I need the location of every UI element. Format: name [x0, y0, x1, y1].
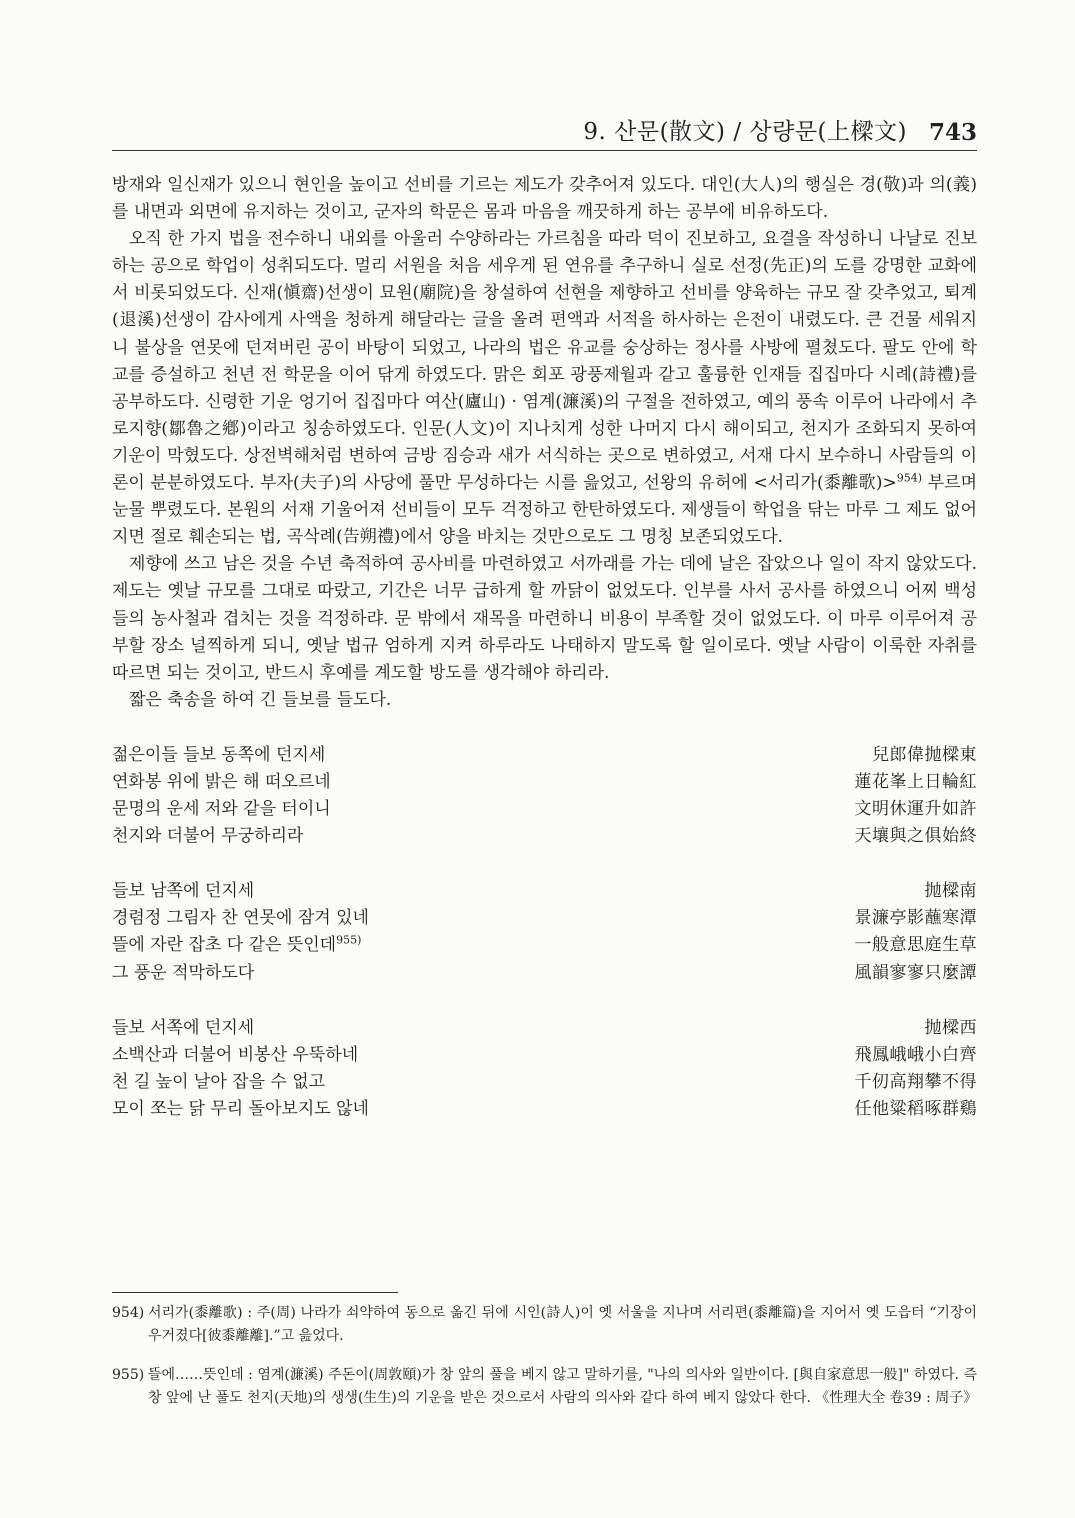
verse-hanja: 飛鳳峨峨小白齊	[854, 1044, 977, 1065]
verse-hanja: 景濂亭影蘸寒潭	[854, 908, 977, 929]
footnote-955	[112, 1364, 977, 1410]
verse-line	[112, 905, 977, 932]
verse-line	[112, 1015, 977, 1042]
verse-line	[112, 823, 977, 850]
footnote-number: 955)	[112, 1367, 145, 1383]
verse-hanja: 一般意思庭生草	[854, 935, 977, 956]
paragraph-2-text: 오직 한 가지 법을 전수하니 내외를 아울러 수양하라는 가르침을 따라 덕이 진보하고, 요결을 작성하니 나날로 진보하는 공으로 학업이 성취되도다. 멀리 서원을 처음 세우게 된 연유를 추구하니 실로 선정(先正)의 도를 강명한 교화에서 비롯되었도다. 신재(愼齋)선생이 묘원(廟院)을 창설하여 선현을 제향하고 선비를 양육하는 규모 잘 갖추었고, 퇴계(退溪)선생이 감사에게 사액을 청하게 해달라는 글을 올려 편액과 서적을 하사하는 은전이 내렸도다. 큰 건물 세워지니 불상을 연못에 던져버린 공이 바탕이 되었고, 나라의 법은 유교를 숭상하는 정사를 사방에 펼쳤도다. 팔도 안에 학교를 증설하고 천년 전 학문을 이어 닦게 하였도다. 맑은 회포 광풍제월과 같고 훌륭한 인재들 집집마다 시례(詩禮)를 공부하도다. 신령한 기운 엉기어 집집마다 여산(廬山) · 염계(濂溪)의 구절을 전하였고, 예의 풍속 이루어 나라에서 추로지향(鄒魯之鄕)이라고 칭송하였도다. 인문(人文)이 지나치게 성한 나머지 다시 해이되고, 천지가 조화되지 못하여 기운이 막혔도다. 상전벽해처럼 변하여 금방 짐승과 새가 서식하는 곳으로 변하였고, 서재 다시 보수하니 사람들의 이론이 분분하였도다. 부자(夫子)의 사당에 풀만 무성하다는 시를 읊었고, 선왕의 유허에 <서리가(黍離歌)>	[112, 229, 977, 494]
verse-hanja: 文明休運升如許	[854, 799, 977, 820]
footnote-ref-954: 954)	[896, 471, 923, 485]
verse-hanja: 風韻寥寥只麼譚	[854, 962, 977, 983]
verse-korean-with-footnote	[112, 932, 361, 959]
chapter-title: 9. 산문(散文) / 상량문(上樑文)	[583, 119, 907, 145]
footnotes	[112, 1302, 977, 1426]
verse-korean: 경렴정 그림자 찬 연못에 잠겨 있네	[112, 908, 369, 929]
verse-korean: 뜰에 자란 잡초 다 같은 뜻인데	[112, 935, 337, 956]
verse-korean: 모이 쪼는 닭 무리 돌아보지도 않네	[112, 1098, 369, 1119]
footnote-text: 서리가(黍離歌) : 주(周) 나라가 쇠약하여 동으로 옮긴 뒤에 시인(詩人)이 옛 서울을 지나며 서리편(黍離篇)을 지어서 옛 도읍터 “기장이 우거졌다[彼黍離離].”고 읊었다.	[148, 1305, 977, 1344]
verse-line	[112, 878, 977, 905]
verse-hanja: 兒郎偉抛樑東	[872, 744, 977, 765]
paragraph-1: 방재와 일신재가 있으니 현인을 높이고 선비를 기르는 제도가 갖추어져 있도다. 대인(大人)의 행실은 경(敬)과 의(義)를 내면과 외면에 유지하는 것이고, 군자의 학문은 몸과 마음을 깨끗하게 하는 공부에 비유하도다.	[112, 175, 977, 223]
verse-hanja: 抛樑南	[924, 881, 977, 902]
verse-korean: 천지와 더불어 무궁하리라	[112, 826, 304, 847]
paragraph-4: 짧은 축송을 하여 긴 들보를 들도다.	[129, 689, 392, 710]
verse-line	[112, 932, 977, 959]
verse-korean: 들보 남쪽에 던지세	[112, 881, 255, 902]
verse-hanja: 蓮花峯上日輪紅	[854, 771, 977, 792]
paragraph-2	[112, 226, 977, 551]
footnote-text: 뜰에……뜻인데 : 염계(濂溪) 주돈이(周敦頤)가 창 앞의 풀을 베지 않고 말하기를, "나의 의사와 일반이다. [與自家意思一般]" 하였다. 즉 창 앞에 난 풀도 천지(天地)의 생생(生生)의 기운을 받은 것으로서 사람의 의사와 같다 하여 베지 않았다 한다. 《性理大全 卷39 : 周子》	[148, 1367, 978, 1406]
paragraph-3: 제향에 쓰고 남은 것을 수년 축적하여 공사비를 마련하였고 서까래를 가는 데에 날은 잡았으나 일이 작지 않았도다. 제도는 옛날 규모를 그대로 따랐고, 기간은 너무 급하게 할 까닭이 없었도다. 인부를 사서 공사를 하였으니 어찌 백성들의 농사철과 겹치는 것을 걱정하랴. 문 밖에서 재목을 마련하니 비용이 부족할 것이 없었도다. 이 마루 이루어져 공부할 장소 널찍하게 되니, 옛날 법규 엄하게 지켜 하루라도 나태하지 말도록 할 일이로다. 옛날 사람이 이룩한 자취를 따르면 되는 것이고, 반드시 후예를 계도할 방도를 생각해야 하리라.	[112, 554, 977, 683]
verse-line	[112, 1042, 977, 1069]
verse-line	[112, 960, 977, 987]
verse-line	[112, 796, 977, 823]
stanza-south	[112, 878, 977, 986]
verse-hanja: 千仞高翔攀不得	[854, 1071, 977, 1092]
verse-hanja: 天壤與之俱始終	[854, 826, 977, 847]
verse-korean: 그 풍운 적막하도다	[112, 962, 255, 983]
body-text	[112, 172, 977, 1151]
footnote-number: 954)	[112, 1305, 145, 1321]
verse-line	[112, 769, 977, 796]
running-header	[112, 112, 977, 151]
verse-korean: 젊은이들 들보 동쪽에 던지세	[112, 744, 326, 765]
poem	[112, 742, 977, 1123]
footnote-divider	[112, 1292, 398, 1293]
page-number: 743	[928, 119, 977, 146]
footnote-954	[112, 1302, 977, 1348]
verse-korean: 들보 서쪽에 던지세	[112, 1017, 255, 1038]
stanza-east	[112, 742, 977, 850]
verse-korean: 소백산과 더불어 비봉산 우뚝하네	[112, 1044, 359, 1065]
verse-korean: 연화봉 위에 밝은 해 떠오르네	[112, 771, 331, 792]
verse-hanja: 任他粱稻啄群鷄	[854, 1098, 977, 1119]
verse-korean: 천 길 높이 날아 잡을 수 없고	[112, 1071, 326, 1092]
verse-line	[112, 1096, 977, 1123]
footnote-ref-955: 955)	[336, 933, 362, 947]
paragraph-2-cont: 부르며 눈물 뿌렸도다. 본원의 서재 기울어져 선비들이 모두 걱정하고 한탄하였도다. 제생들이 학업을 닦는 마루 그 제도 없어지면 절로 훼손되는 법, 곡삭례(告朔禮)에서 양을 바치는 것만으로도 그 명칭 보존되었도다.	[112, 473, 977, 548]
verse-line	[112, 1069, 977, 1096]
verse-korean: 문명의 운세 저와 같을 터이니	[112, 799, 331, 820]
verse-hanja: 抛樑西	[924, 1017, 977, 1038]
verse-line	[112, 742, 977, 769]
stanza-west	[112, 1015, 977, 1123]
